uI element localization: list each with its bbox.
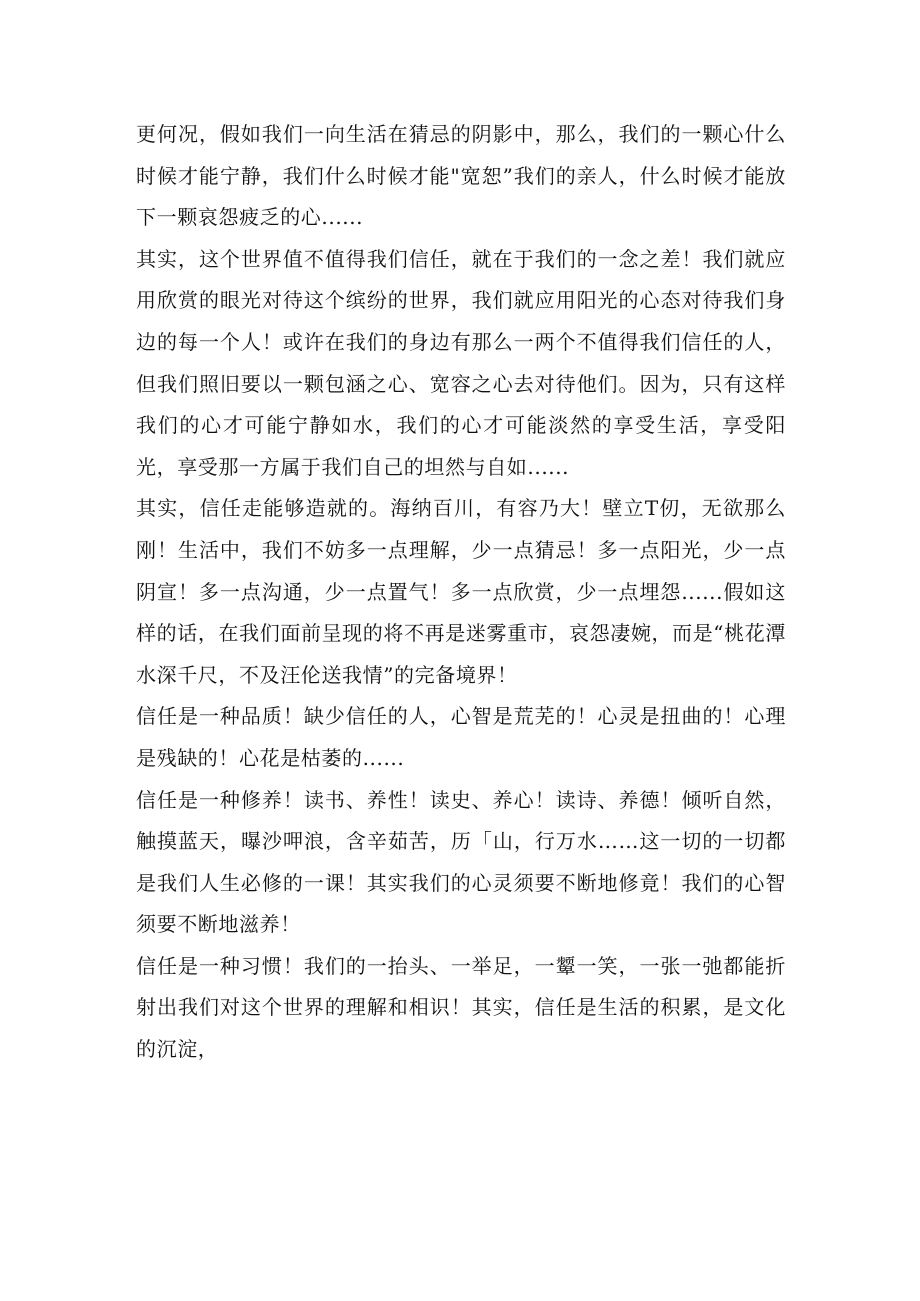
- paragraph-6: 信任是一种习惯！我们的一抬头、一举足，一颦一笑，一张一弛都能折射出我们对这个世界的理解和相识！其实，信任是生活的积累，是文化的沉淀，: [136, 953, 786, 1062]
- paragraph-2: 其实，这个世界值不值得我们信任，就在于我们的一念之差！我们就应用欣赏的眼光对待这个缤纷的世界，我们就应用阳光的心态对待我们身边的每一个人！或许在我们的身边有那么一两个不值得我们信任的人，但我们照旧要以一颗包涵之心、宽容之心去对待他们。因为，只有这样我们的心才可能宁静如水，我们的心才可能淡然的享受生活，享受阳光，享受那一方属于我们自己的坦然与自如......: [136, 246, 786, 479]
- paragraph-4: 信任是一种品质！缺少信任的人，心智是荒芜的！心灵是扭曲的！心理是残缺的！心花是枯萎的......: [136, 704, 786, 770]
- paragraph-3: 其实，信任走能够造就的。海纳百川，有容乃大！壁立T仞，无欲那么刚！生活中，我们不妨多一点理解，少一点猜忌！多一点阳光，少一点阴宣！多一点沟通，少一点置气！多一点欣赏，少一点埋怨......假如这样的话，在我们面前呈现的将不再是迷雾重市，哀怨凄婉，而是“桃花潭水深千尺，不及汪伦送我情”的完备境界！: [136, 496, 786, 687]
- paragraph-1: 更何况，假如我们一向生活在猜忌的阴影中，那么，我们的一颗心什么时候才能宁静，我们什么时候才能"宽恕”我们的亲人，什么时候才能放下一颗哀怨疲乏的心......: [136, 122, 786, 230]
- document-body: [136, 114, 786, 1071]
- paragraph-5: 信任是一种修养！读书、养性！读史、养心！读诗、养德！倾听自然，触摸蓝天，曝沙呷浪，含辛茹苦，历「山，行万水……这一切的一切都是我们人生必修的一课！其实我们的心灵须要不断地修竟！我们的心智须要不断地滋养！: [136, 787, 786, 937]
